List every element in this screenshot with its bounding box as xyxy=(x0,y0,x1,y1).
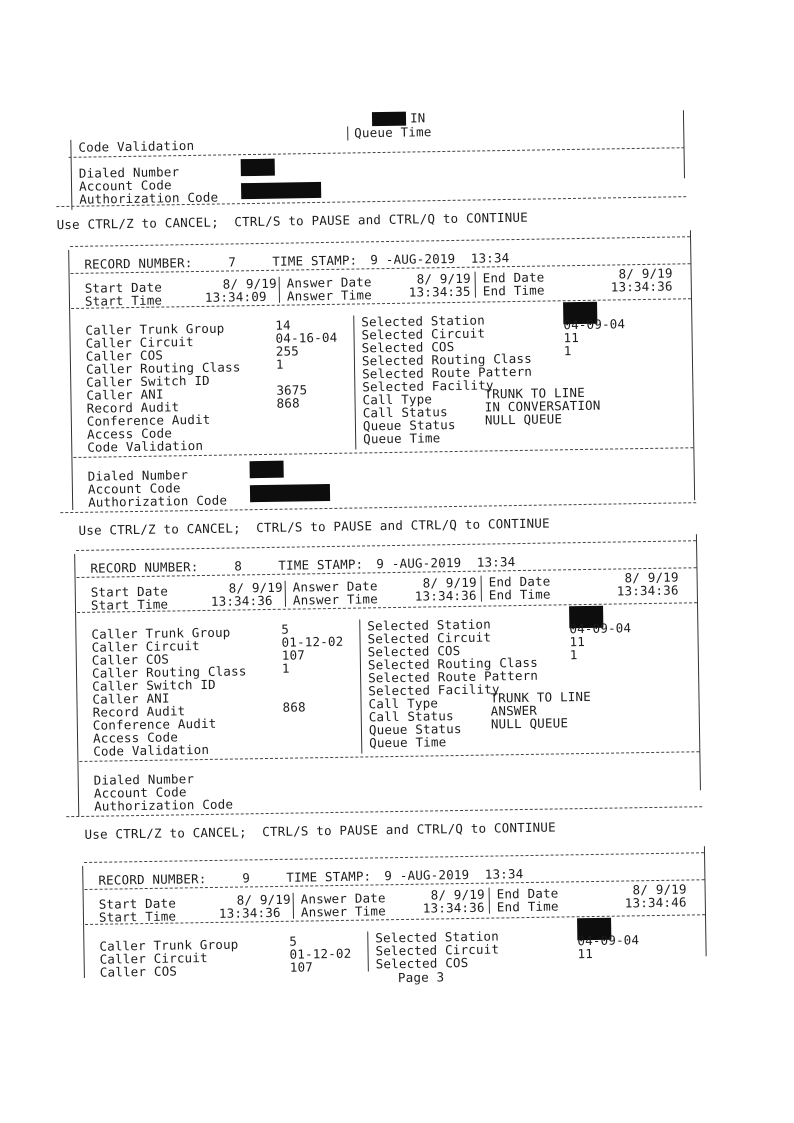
authorization-code-label: Authorization Code xyxy=(94,796,234,814)
left-border xyxy=(70,140,72,210)
caller-ani-label: Caller ANI xyxy=(92,690,170,707)
start-time-label: Start Time xyxy=(84,292,163,309)
end-date-value: 8/ 9/19 xyxy=(618,265,673,282)
column-divider xyxy=(475,272,476,298)
selected-facility-label: Selected Facility xyxy=(362,377,494,395)
caller-trunk-group-value: 14 xyxy=(275,317,291,333)
selected-circuit-value: 04-09-04 xyxy=(577,932,640,949)
caller-ani-label: Caller ANI xyxy=(86,386,164,403)
selected-station-label: Selected Station xyxy=(361,312,486,330)
end-time-value: 13:34:46 xyxy=(624,894,687,911)
call-status-value: IN CONVERSATION xyxy=(484,397,601,415)
selected-circuit-value: 04-09-04 xyxy=(563,316,626,333)
selected-circuit-label: Selected Circuit xyxy=(375,941,500,959)
selected-cos-label: Selected COS xyxy=(361,338,455,356)
caller-trunk-group-label: Caller Trunk Group xyxy=(99,936,239,954)
answer-date-value: 8/ 9/19 xyxy=(416,270,471,287)
column-divider xyxy=(285,581,286,607)
answer-time-value: 13:34:36 xyxy=(422,899,485,916)
queue-time-label: Queue Time xyxy=(369,734,447,751)
start-date-label: Start Date xyxy=(98,895,177,912)
time-stamp-label: TIME STAMP: xyxy=(278,556,364,573)
caller-routing-class-value: 1 xyxy=(275,356,284,372)
record-audit-label: Record Audit xyxy=(92,703,186,720)
start-time-label: Start Time xyxy=(98,908,177,925)
record-number-label: RECORD NUMBER: xyxy=(98,871,207,888)
right-border xyxy=(704,846,707,956)
caller-routing-class-value: 1 xyxy=(281,660,290,676)
caller-circuit-label: Caller Circuit xyxy=(85,334,194,351)
authorization-code-label: Authorization Code xyxy=(88,492,228,510)
keyboard-prompt: Use CTRL/Z to CANCEL; CTRL/S to PAUSE and CTRL/Q to CONTINUE xyxy=(78,515,550,538)
time-stamp-value: 9 -AUG-2019 13:34 xyxy=(384,866,524,884)
left-border xyxy=(82,866,85,978)
end-date-label: End Date xyxy=(482,269,545,286)
selected-circuit-value: 04-09-04 xyxy=(569,620,632,637)
redaction-block xyxy=(241,159,275,177)
answer-time-label: Answer Time xyxy=(292,591,378,608)
queue-status-label: Queue Status xyxy=(362,416,456,434)
right-border xyxy=(683,110,685,178)
caller-cos-value: 107 xyxy=(281,647,306,663)
code-validation-label: Code Validation xyxy=(93,741,210,759)
caller-routing-class-label: Caller Routing Class xyxy=(91,663,247,681)
answer-date-label: Answer Date xyxy=(292,578,378,595)
answer-time-label: Answer Time xyxy=(300,903,386,920)
record-number-value: 7 xyxy=(228,254,237,270)
separator-line xyxy=(77,602,697,613)
call-status-label: Call Status xyxy=(362,404,448,421)
caller-cos-label: Caller COS xyxy=(91,651,170,668)
start-time-value: 13:34:09 xyxy=(204,288,267,305)
start-time-value: 13:34:36 xyxy=(218,904,281,921)
end-date-label: End Date xyxy=(496,885,559,902)
caller-cos-label: Caller COS xyxy=(99,963,178,980)
start-date-label: Start Date xyxy=(90,583,169,600)
account-code-label: Account Code xyxy=(87,480,181,497)
separator-line xyxy=(71,298,691,309)
answer-time-value: 13:34:36 xyxy=(414,587,477,604)
call-status-label: Call Status xyxy=(368,708,454,725)
column-divider xyxy=(359,620,362,754)
answer-time-value: 13:34:35 xyxy=(408,283,471,300)
dialed-number-label: Dialed Number xyxy=(78,164,180,181)
record-number-value: 9 xyxy=(242,870,251,886)
keyboard-prompt: Use CTRL/Z to CANCEL; CTRL/S to PAUSE and CTRL/Q to CONTINUE xyxy=(56,209,528,233)
left-border xyxy=(68,250,73,510)
dialed-number-label: Dialed Number xyxy=(87,467,189,484)
column-divider xyxy=(293,893,294,919)
selected-cos-label: Selected COS xyxy=(375,954,469,972)
caller-circuit-label: Caller Circuit xyxy=(91,638,200,655)
selected-facility-label: Selected Facility xyxy=(368,681,500,699)
caller-trunk-group-label: Caller Trunk Group xyxy=(85,320,225,338)
end-time-label: End Time xyxy=(488,586,551,603)
selected-station-label: Selected Station xyxy=(367,616,492,634)
dialed-number-label: Dialed Number xyxy=(93,771,195,788)
answer-time-label: Answer Time xyxy=(286,287,372,304)
code-validation-label: Code Validation xyxy=(87,437,204,455)
queue-time-label: Queue Time xyxy=(363,430,441,447)
record-audit-value: 868 xyxy=(282,699,306,715)
caller-routing-class-label: Caller Routing Class xyxy=(85,359,241,377)
record-number-value: 8 xyxy=(234,558,243,574)
call-type-label: Call Type xyxy=(368,695,439,712)
selected-circuit-label: Selected Circuit xyxy=(361,325,486,343)
caller-circuit-value: 04-16-04 xyxy=(275,329,338,346)
column-divider xyxy=(481,576,482,602)
call-status-value: ANSWER xyxy=(490,702,538,719)
separator-line xyxy=(76,540,696,551)
answer-date-value: 8/ 9/19 xyxy=(422,574,477,591)
caller-circuit-value: 01-12-02 xyxy=(289,945,352,962)
end-date-label: End Date xyxy=(488,573,551,590)
caller-switch-id-label: Caller Switch ID xyxy=(92,676,216,694)
start-date-label: Start Date xyxy=(84,279,163,296)
caller-cos-value: 107 xyxy=(289,959,314,975)
record-number-label: RECORD NUMBER: xyxy=(84,255,193,272)
column-divider xyxy=(367,932,369,972)
call-type-value: TRUNK TO LINE xyxy=(484,384,586,402)
record-audit-label: Record Audit xyxy=(86,399,180,416)
queue-status-value: NULL QUEUE xyxy=(484,411,563,428)
column-divider xyxy=(353,316,356,450)
start-time-value: 13:34:36 xyxy=(210,592,273,609)
queue-time-label: Queue Time xyxy=(354,124,432,141)
time-stamp-value: 9 -AUG-2019 13:34 xyxy=(376,554,516,572)
queue-status-value: NULL QUEUE xyxy=(490,715,569,732)
answer-date-label: Answer Date xyxy=(286,274,372,291)
redaction-block xyxy=(249,461,283,479)
answer-date-value: 8/ 9/19 xyxy=(430,886,485,903)
caller-switch-id-label: Caller Switch ID xyxy=(86,372,210,390)
selected-cos-label: Selected COS xyxy=(367,642,461,660)
keyboard-prompt: Use CTRL/Z to CANCEL; CTRL/S to PAUSE and CTRL/Q to CONTINUE xyxy=(84,819,556,842)
queue-status-label: Queue Status xyxy=(368,720,462,738)
right-border xyxy=(690,230,695,500)
column-divider xyxy=(347,126,348,140)
time-stamp-label: TIME STAMP: xyxy=(272,252,358,269)
end-time-value: 13:34:36 xyxy=(616,582,679,599)
selected-route-pattern-label: Selected Route Pattern xyxy=(368,667,539,686)
authorization-code-label: Authorization Code xyxy=(79,189,219,207)
caller-trunk-group-value: 5 xyxy=(289,933,298,949)
selected-circuit-label: Selected Circuit xyxy=(367,629,492,647)
start-date-value: 8/ 9/19 xyxy=(228,579,283,596)
selected-station-label: Selected Station xyxy=(375,928,500,946)
caller-ani-value: 3675 xyxy=(276,382,308,398)
redaction-block xyxy=(241,182,321,199)
time-stamp-value: 9 -AUG-2019 13:34 xyxy=(370,250,510,268)
separator-line xyxy=(85,914,705,925)
in-label: IN xyxy=(409,110,426,126)
call-type-value: TRUNK TO LINE xyxy=(490,688,592,706)
selected-routing-class-value: 1 xyxy=(569,647,578,663)
separator-line xyxy=(84,852,704,863)
record-audit-value: 868 xyxy=(276,395,300,411)
end-time-label: End Time xyxy=(482,282,545,299)
selected-routing-class-value: 1 xyxy=(563,343,572,359)
selected-cos-value: 11 xyxy=(569,634,586,650)
left-border xyxy=(74,554,79,816)
selected-cos-value: 11 xyxy=(563,330,580,346)
caller-circuit-value: 01-12-02 xyxy=(281,633,344,650)
page-number: Page 3 xyxy=(397,969,445,986)
caller-cos-value: 255 xyxy=(275,343,300,359)
call-type-label: Call Type xyxy=(362,391,433,408)
record-number-label: RECORD NUMBER: xyxy=(90,559,199,576)
access-code-label: Access Code xyxy=(86,425,173,442)
redaction-block xyxy=(250,484,330,502)
column-divider xyxy=(279,277,280,303)
separator-line xyxy=(70,236,690,247)
end-time-label: End Time xyxy=(496,898,559,915)
start-date-value: 8/ 9/19 xyxy=(222,275,277,292)
selected-routing-class-label: Selected Routing Class xyxy=(361,350,533,369)
end-date-value: 8/ 9/19 xyxy=(624,569,679,586)
access-code-label: Access Code xyxy=(92,729,179,746)
answer-date-label: Answer Date xyxy=(300,890,386,907)
selected-routing-class-label: Selected Routing Class xyxy=(367,654,539,673)
end-date-value: 8/ 9/19 xyxy=(632,881,687,898)
conference-audit-label: Conference Audit xyxy=(86,411,211,429)
start-time-label: Start Time xyxy=(90,596,169,613)
start-date-value: 8/ 9/19 xyxy=(236,891,291,908)
column-divider xyxy=(489,888,490,914)
selected-route-pattern-label: Selected Route Pattern xyxy=(362,363,533,382)
caller-circuit-label: Caller Circuit xyxy=(99,950,208,967)
caller-trunk-group-value: 5 xyxy=(281,621,290,637)
account-code-label: Account Code xyxy=(93,784,187,801)
account-code-label: Account Code xyxy=(78,177,172,194)
caller-cos-label: Caller COS xyxy=(85,347,164,364)
caller-trunk-group-label: Caller Trunk Group xyxy=(91,624,231,642)
time-stamp-label: TIME STAMP: xyxy=(286,868,372,885)
conference-audit-label: Conference Audit xyxy=(92,715,217,733)
selected-cos-value: 11 xyxy=(577,946,594,962)
end-time-value: 13:34:36 xyxy=(610,278,673,295)
code-validation-label: Code Validation xyxy=(78,137,195,155)
